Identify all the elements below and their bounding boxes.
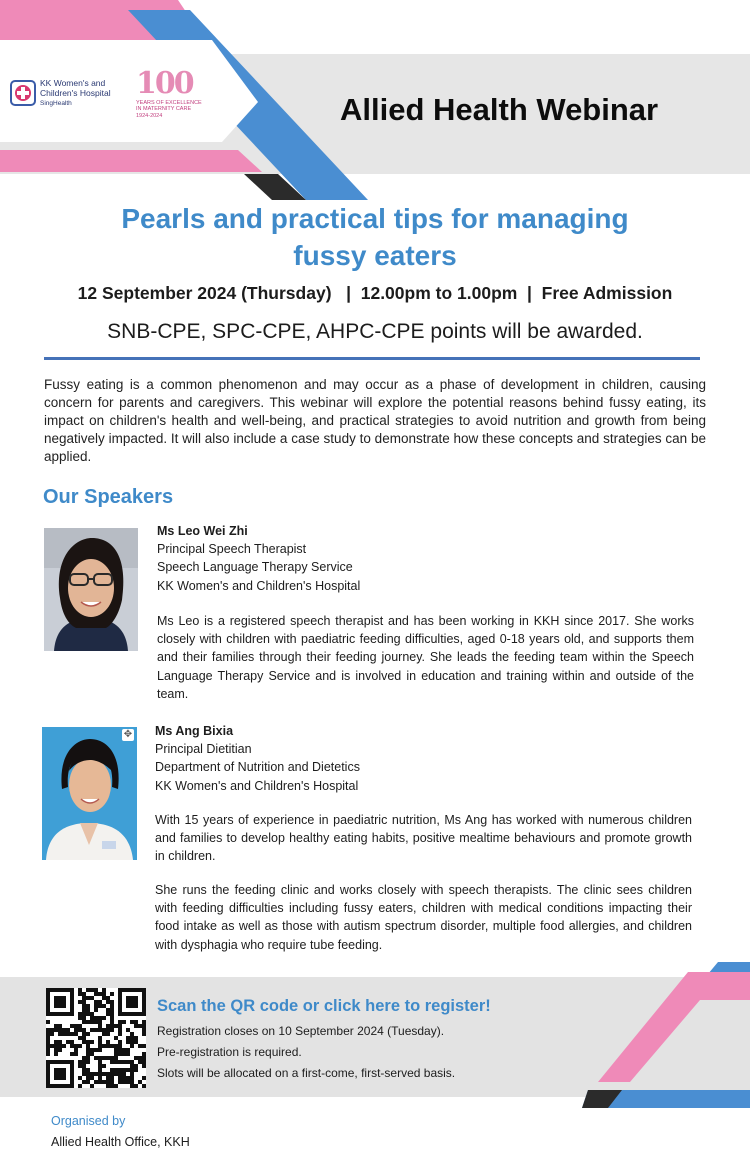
cpe-points-line: SNB-CPE, SPC-CPE, AHPC-CPE points will be awarded. bbox=[107, 320, 643, 343]
anniversary-years: 1924-2024 bbox=[136, 113, 163, 119]
speaker-info-ang bbox=[155, 722, 360, 795]
anniversary-line2: IN MATERNITY CARE bbox=[136, 106, 192, 112]
speaker-photo-ang bbox=[42, 727, 137, 860]
slots-allocation-note: Slots will be allocated on a first-come, first-served basis. bbox=[157, 1066, 456, 1080]
hospital-logo-line3: SingHealth bbox=[40, 100, 72, 107]
speaker-bio-leo: Ms Leo is a registered speech therapist and has been working in KKH since 2017. She works closely with children with paediatric feeding difficulties, aged 0-18 years old, and supports them and their families through their feeding journey. She leads the feeding team within the Speech Language Therapy Service and is involved in education and training within and outside of the team. bbox=[157, 614, 694, 701]
organiser-label: Organised by bbox=[51, 1114, 126, 1128]
registration-closing-date: Registration closes on 10 September 2024 (Tuesday). bbox=[157, 1024, 445, 1038]
registration-qr-code[interactable] bbox=[46, 988, 146, 1088]
speaker-name: Ms Leo Wei Zhi bbox=[157, 524, 248, 538]
speaker-photo-leo bbox=[44, 528, 138, 651]
speakers-heading: Our Speakers bbox=[43, 486, 174, 508]
event-description: Fussy eating is a common phenomenon and may occur as a phase of development in children, causing concern for parents and caregivers. This webinar will explore the potential reasons behind fussy eating, its impact on children's health and well-being, and practical strategies to avoid nutrition and growth from being negatively impacted. It will also include a case study to demonstrate how these concepts and strategies can be applied. bbox=[44, 377, 706, 464]
speaker-role: Principal Dietitian bbox=[155, 742, 252, 757]
speaker-institution: KK Women's and Children's Hospital bbox=[155, 778, 359, 793]
anniversary-line1: YEARS OF EXCELLENCE bbox=[136, 100, 202, 106]
event-title-line1: Pearls and practical tips for managing bbox=[121, 203, 629, 234]
anniversary-logo bbox=[136, 66, 204, 120]
hospital-logo bbox=[10, 76, 130, 116]
organiser-name: Allied Health Office, KKH bbox=[51, 1135, 190, 1149]
speaker-name: Ms Ang Bixia bbox=[155, 724, 234, 738]
speaker-bio-ang: With 15 years of experience in paediatric nutrition, Ms Ang has worked with numerous children and families to develop healthy eating habits, positive mealtime behaviours and promote growth in children. bbox=[155, 813, 692, 864]
divider bbox=[44, 357, 700, 360]
speaker-department: Speech Language Therapy Service bbox=[157, 560, 353, 575]
event-title-line2: fussy eaters bbox=[293, 240, 457, 271]
anniversary-number: 100 bbox=[136, 66, 193, 101]
corner-decoration bbox=[568, 962, 750, 1112]
speaker-bio-ang-2: She runs the feeding clinic and works closely with speech therapists. The clinic sees children with feeding difficulties including fussy eaters, children with medical conditions impacting their food intake as well as those with autism spectrum disorder, multiple food allergies, and children with dysphagia who require tube feeding. bbox=[155, 883, 692, 952]
speaker-info-leo bbox=[157, 522, 360, 595]
event-date-line: 12 September 2024 (Thursday) | 12.00pm to 1.00pm | Free Admission bbox=[77, 283, 673, 303]
speaker-role: Principal Speech Therapist bbox=[157, 542, 307, 557]
event-title bbox=[0, 200, 750, 274]
pre-registration-note: Pre-registration is required. bbox=[157, 1045, 302, 1059]
hospital-logo-line2: Children's Hospital bbox=[40, 88, 111, 98]
expand-icon: ✥ bbox=[123, 729, 133, 740]
hospital-cross-icon bbox=[10, 80, 36, 106]
speaker-institution: KK Women's and Children's Hospital bbox=[157, 578, 361, 593]
webinar-title: Allied Health Webinar bbox=[340, 92, 659, 127]
register-link[interactable]: Scan the QR code or click here to register! bbox=[157, 997, 491, 1015]
speaker-department: Department of Nutrition and Dietetics bbox=[155, 760, 360, 775]
hospital-logo-line1: KK Women's and bbox=[40, 78, 106, 88]
